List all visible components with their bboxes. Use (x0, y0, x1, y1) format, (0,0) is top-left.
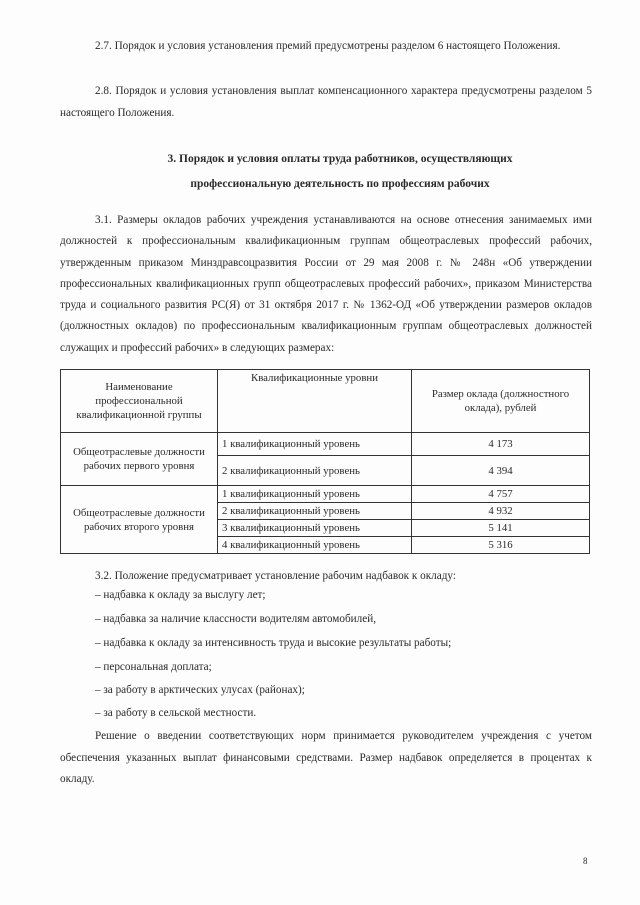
header-salary: Размер оклада (должностного оклада), рублей (412, 370, 590, 433)
table-row (61, 433, 590, 456)
section-3-title-line1: 3. Порядок и условия оплаты труда работников, осуществляющих (167, 153, 513, 165)
paragraph-decision: Решение о введении соответствующих норм принимается руководителем учреждения с учетом обеспечения указанных выплат финансовыми средствами. Размер надбавок определяется в процентах к окладу. (60, 730, 592, 785)
header-group: Наименование профессиональной квалификационной группы (61, 370, 218, 433)
header-level: Квалификационные уровни (218, 370, 412, 433)
salary-cell: 4 757 (412, 486, 590, 503)
list-item: – надбавка за наличие классности водителям автомобилей, (95, 613, 376, 625)
salary-cell: 4 394 (412, 456, 590, 486)
list-item: – надбавка к окладу за интенсивность труда и высокие результаты работы; (95, 637, 452, 649)
list-item: – за работу в сельской местности. (95, 707, 257, 719)
level-cell: 3 квалификационный уровень (218, 520, 412, 537)
level-cell: 4 квалификационный уровень (218, 537, 412, 554)
table-header-row (61, 370, 590, 433)
paragraph-3-1: 3.1. Размеры окладов рабочих учреждения устанавливаются на основе отнесения занимаемых ими должностей к профессиональным квалификационным группам общеотраслевых профессий рабочих, утвержденным приказом Минздравсоцразвития России от 29 мая 2008 г. № 248н «Об утверждении профессиональных квалификационных групп общеотраслевых профессий рабочих», приказом Министерства труда и социального развития РС(Я) от 31 октября 2017 г. № 1362-ОД «Об утверждении размеров окладов (должностных окладов) по профессиональным квалификационным группам общеотраслевых должностей служащих и профессий рабочих» в следующих размерах: (60, 214, 592, 354)
list-item: – за работу в арктических улусах (районах); (95, 684, 305, 696)
list-item: – надбавка к окладу за выслугу лет; (95, 589, 266, 601)
level-cell: 1 квалификационный уровень (218, 486, 412, 503)
paragraph-2-8: 2.8. Порядок и условия установления выплат компенсационного характера предусмотрены разделом 5 настоящего Положения. (60, 85, 592, 119)
salary-table (60, 369, 590, 554)
level-cell: 2 квалификационный уровень (218, 456, 412, 486)
salary-cell: 4 173 (412, 433, 590, 456)
level-cell: 2 квалификационный уровень (218, 503, 412, 520)
list-item: – персональная доплата; (95, 661, 212, 673)
paragraph-2-7: 2.7. Порядок и условия установления премий предусмотрены разделом 6 настоящего Положения. (95, 40, 561, 52)
salary-cell: 5 316 (412, 537, 590, 554)
level-cell: 1 квалификационный уровень (218, 433, 412, 456)
salary-cell: 5 141 (412, 520, 590, 537)
section-3-title-line2: профессиональную деятельность по профессиям рабочих (190, 178, 490, 190)
paragraph-3-2: 3.2. Положение предусматривает установление рабочим надбавок к окладу: (95, 570, 456, 582)
salary-cell: 4 932 (412, 503, 590, 520)
group-name: Общеотраслевые должности рабочих первого уровня (61, 433, 218, 486)
group-name: Общеотраслевые должности рабочих второго уровня (61, 486, 218, 554)
page-number: 8 (583, 856, 588, 866)
table-row (61, 486, 590, 503)
